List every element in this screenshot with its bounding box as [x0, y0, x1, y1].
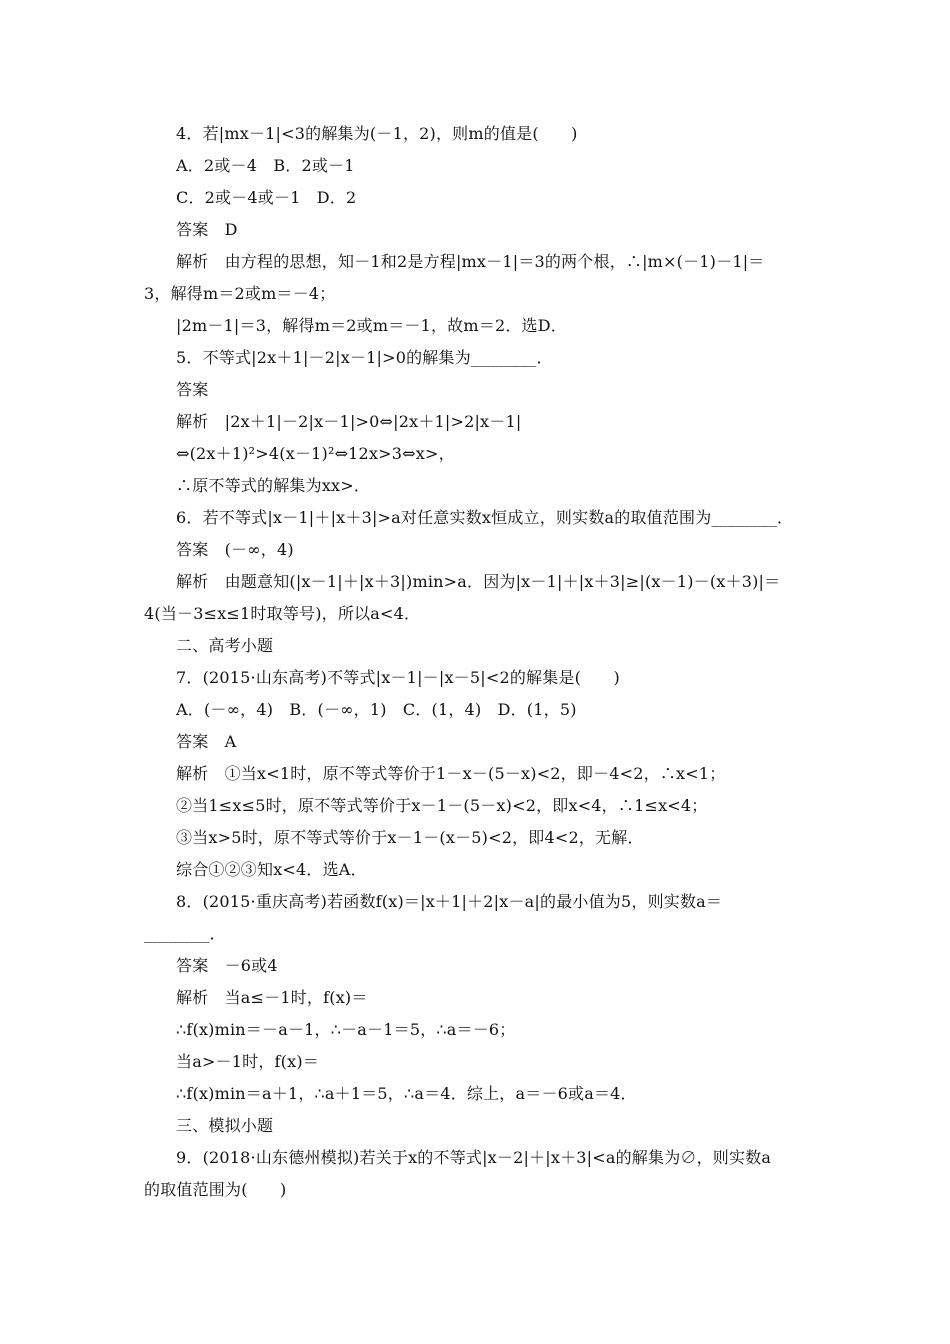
- text-line: 9．(2018·山东德州模拟)若关于x的不等式|x－2|＋|x＋3|<a的解集为∅，则实数a: [176, 1148, 772, 1167]
- text-line: 答案: [176, 380, 209, 399]
- text-line: |2m－1|＝3，解得m＝2或m＝－1，故m＝2．选D．: [176, 316, 567, 335]
- text-line: 三、模拟小题: [176, 1116, 274, 1135]
- text-line: 7．(2015·山东高考)不等式|x－1|－|x－5|<2的解集是( ): [176, 668, 620, 687]
- text-line: 4(当－3≤x≤1时取等号)，所以a<4．: [144, 604, 421, 623]
- text-line: ⇔(2x＋1)²>4(x－1)²⇔12x>3⇔x>，: [176, 444, 455, 463]
- text-line: 当a>－1时，f(x)＝: [176, 1052, 319, 1071]
- text-line: 5．不等式|2x＋1|－2|x－1|>0的解集为________．: [176, 348, 553, 367]
- text-line: A．2或－4 B．2或－1: [176, 156, 355, 175]
- document-body: [144, 118, 844, 1206]
- text-line: A．(－∞，4) B．(－∞，1) C．(1，4) D．(1，5): [176, 700, 577, 719]
- text-line: 8．(2015·重庆高考)若函数f(x)＝|x＋1|＋2|x－a|的最小值为5，则实数a＝: [176, 892, 723, 911]
- text-line: 解析 由题意知(|x－1|＋|x＋3|)min>a．因为|x－1|＋|x＋3|≥|(x－1)－(x＋3)|＝: [176, 572, 781, 591]
- text-line: 二、高考小题: [176, 636, 274, 655]
- text-line: 答案 D: [176, 220, 238, 239]
- text-line: 解析 由方程的思想，知－1和2是方程|mx－1|＝3的两个根，∴|m×(－1)－1|＝: [176, 252, 765, 271]
- text-line: ②当1≤x≤5时，原不等式等价于x－1－(5－x)<2，即x<4，∴1≤x<4；: [176, 796, 708, 815]
- text-line: 的取值范围为( ): [144, 1180, 287, 1199]
- text-line: C．2或－4或－1 D．2: [176, 188, 357, 207]
- text-line: 答案 －6或4: [176, 956, 278, 975]
- text-line: 4．若|mx－1|<3的解集为(－1，2)，则m的值是( ): [176, 124, 578, 143]
- text-line: 3，解得m＝2或m＝－4；: [144, 284, 336, 303]
- text-line: ∴f(x)min＝－a－1，∴－a－1＝5，∴a＝－6；: [176, 1020, 516, 1039]
- text-line: ∴原不等式的解集为xx>．: [176, 476, 371, 495]
- text-line: 综合①②③知x<4．选A．: [176, 860, 367, 879]
- text-line: ③当x>5时，原不等式等价于x－1－(x－5)<2，即4<2，无解．: [176, 828, 644, 847]
- text-line: 解析 ①当x<1时，原不等式等价于1－x－(5－x)<2，即－4<2，∴x<1；: [176, 764, 726, 783]
- text-line: ________．: [144, 924, 226, 943]
- text-line: 答案 (－∞，4): [176, 540, 294, 559]
- text-line: 解析 |2x＋1|－2|x－1|>0⇔|2x＋1|>2|x－1|: [176, 412, 522, 431]
- text-line: 答案 A: [176, 732, 237, 751]
- text-line: 解析 当a≤－1时，f(x)＝: [176, 988, 368, 1007]
- text-line: ∴f(x)min＝a＋1，∴a＋1＝5，∴a＝4．综上，a＝－6或a＝4．: [176, 1084, 637, 1103]
- text-line: 6．若不等式|x－1|＋|x＋3|>a对任意实数x恒成立，则实数a的取值范围为________．: [176, 508, 794, 527]
